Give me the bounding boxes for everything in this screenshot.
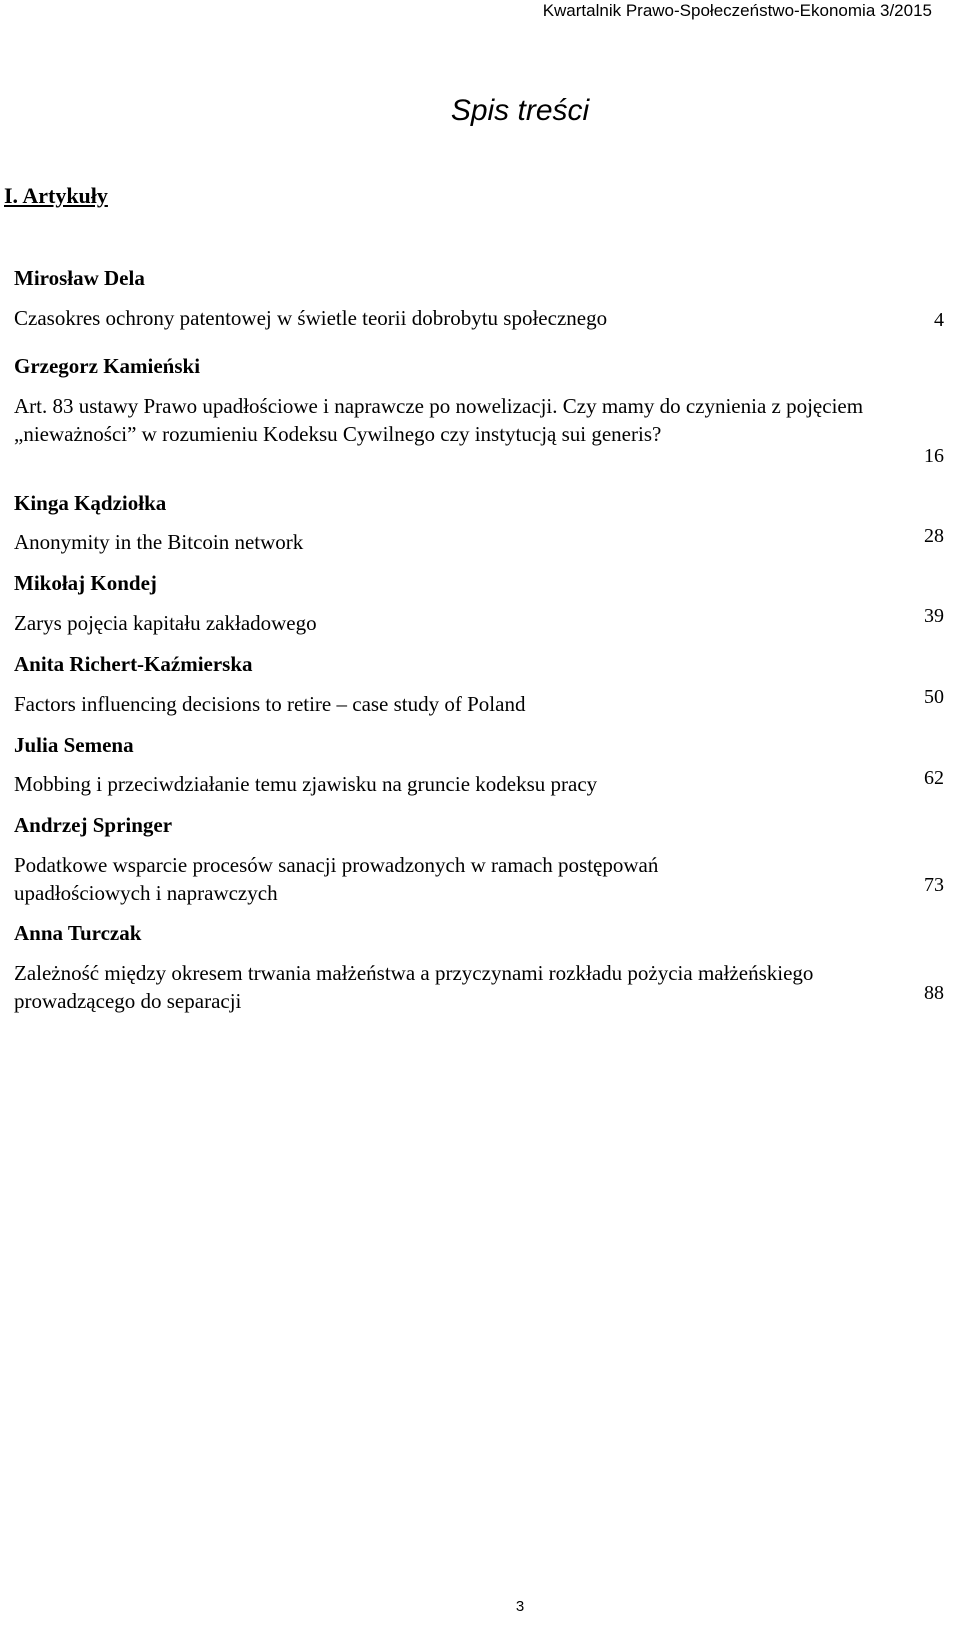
entry-title: Art. 83 ustawy Prawo upadłościowe i naprawcze po nowelizacji. Czy mamy do czynienia z pojęciem „nieważności” w rozumieniu Kodeksu Cywilnego czy instytucją sui generis? [14,394,864,446]
entry-title: Mobbing i przeciwdziałanie temu zjawisku na gruncie kodeksu pracy [14,772,598,796]
page-number: 3 [515,1598,525,1615]
entry-page: 16 [924,445,944,467]
entry-author: Julia Semena [14,733,134,757]
entry-page: 88 [924,982,944,1004]
entry-page: 62 [924,767,944,789]
entry-page: 50 [924,686,944,708]
section-heading: I. Artykuły [4,183,108,208]
entry-author: Grzegorz Kamieński [14,354,201,378]
entry-page: 4 [934,309,944,331]
entry-page: 28 [924,525,944,547]
entry-title: Anonymity in the Bitcoin network [14,530,304,554]
entry-author: Anna Turczak [14,921,142,945]
entry-page: 39 [924,605,944,627]
entry-author: Anita Richert-Kaźmierska [14,652,253,676]
entry-title: Zależność między okresem trwania małżeństwa a przyczynami rozkładu pożycia małżeńskiego prowadzącego do separacji [14,961,814,1013]
entry-title: Factors influencing decisions to retire ‒ case study of Poland [14,692,526,716]
page-title: Spis treści [450,94,590,127]
entry-page: 73 [924,874,944,896]
entry-author: Mikołaj Kondej [14,571,157,595]
entry-author: Andrzej Springer [14,813,173,837]
entry-author: Kinga Kądziołka [14,491,167,515]
entry-title: Zarys pojęcia kapitału zakładowego [14,611,317,635]
entry-title: Czasokres ochrony patentowej w świetle teorii dobrobytu społecznego [14,306,608,330]
entry-author: Mirosław Dela [14,266,145,290]
journal-header: Kwartalnik Prawo-Społeczeństwo-Ekonomia 3/2015 [542,1,932,20]
entry-title: Podatkowe wsparcie procesów sanacji prowadzonych w ramach postępowań upadłościowych i naprawczych [14,853,659,905]
